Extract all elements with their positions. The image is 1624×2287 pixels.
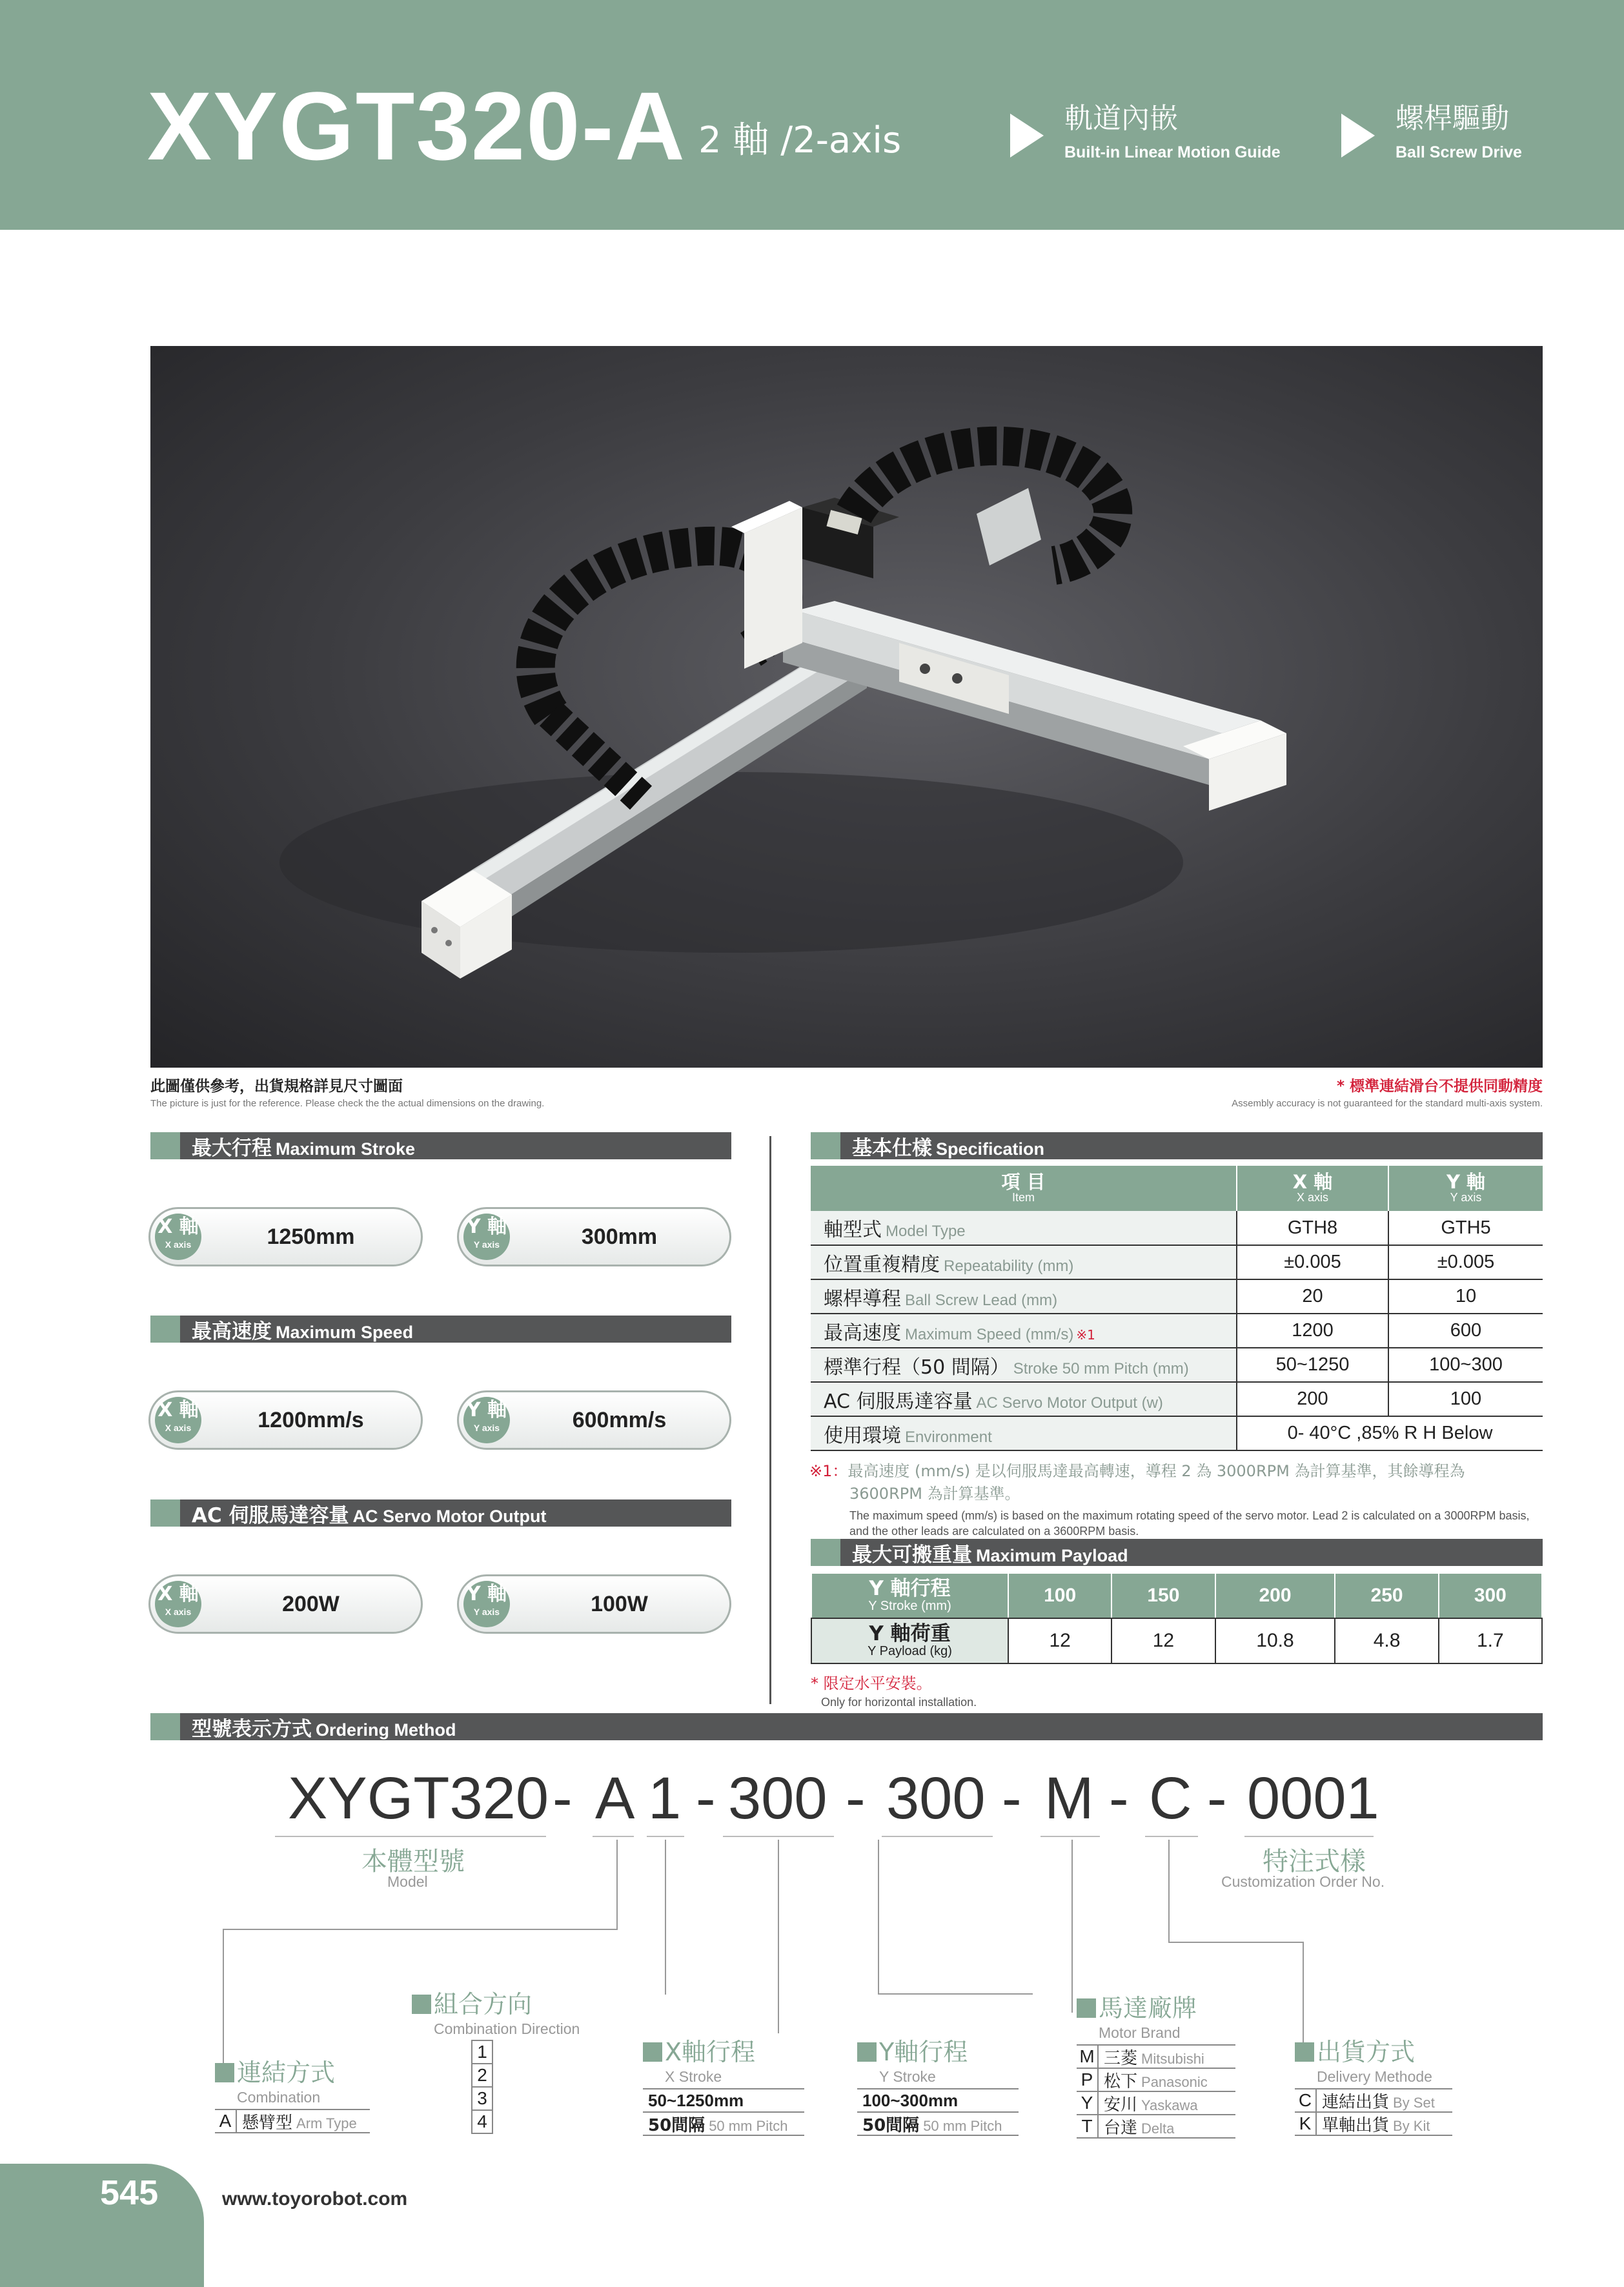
bullet-square-icon [1295, 2042, 1314, 2062]
list-item: 1 [472, 2041, 492, 2064]
spec-col-x: X 軸 X axis [1237, 1166, 1388, 1211]
table-row: 標準行程（50 間隔） Stroke 50 mm Pitch (mm) 50~1250 100~300 [811, 1348, 1543, 1382]
code-delivery: C [1149, 1765, 1192, 1831]
section-marker [150, 1316, 180, 1343]
code-dash: - [553, 1765, 573, 1831]
speed-x-value: 1200mm/s [258, 1408, 364, 1432]
code-dash: - [846, 1765, 866, 1831]
list-item: C 連結出貨 By Set [1295, 2089, 1452, 2113]
code-underline [723, 1836, 834, 1837]
bullet-square-icon [215, 2063, 234, 2082]
spec-header-row [811, 1166, 1543, 1211]
list-item: 2 [472, 2064, 492, 2088]
section-title-zh: 最高速度 [192, 1319, 272, 1343]
code-x-stroke: 300 [728, 1765, 827, 1831]
model-title: XYGT320-A [147, 72, 686, 180]
page-number: 545 [100, 2173, 159, 2212]
section-title-zh: 基本仕樣 [852, 1136, 932, 1160]
feature-title: 螺桿驅動 [1396, 102, 1509, 135]
section-servo [150, 1499, 731, 1527]
table-row: AC 伺服馬達容量 AC Servo Motor Output (w) 200 100 [811, 1382, 1543, 1416]
servo-y-pill [457, 1574, 731, 1634]
code-dash: - [696, 1765, 716, 1831]
feature-subtitle: Built-in Linear Motion Guide [1064, 143, 1281, 161]
feature-title: 軌道內嵌 [1064, 102, 1178, 135]
option-motor-brand: 馬達廠牌 Motor Brand M 三菱 Mitsubishi P 松下 Panasonic Y 安川 Yaskawa T 台達 Delta [1077, 1996, 1235, 2139]
connector-line [878, 1840, 879, 1995]
list-item: T 台達 Delta [1077, 2115, 1235, 2139]
y-axis-badge: Y 軸 Y axis [463, 1397, 510, 1443]
code-connection: A [595, 1765, 635, 1831]
connector-line [778, 1840, 779, 2033]
connector-line [665, 1840, 666, 1995]
code-underline [1040, 1836, 1100, 1837]
feature-subtitle: Ball Screw Drive [1396, 143, 1522, 161]
spec-col-y: Y 軸 Y axis [1388, 1166, 1543, 1211]
list-item: K 單軸出貨 By Kit [1295, 2113, 1452, 2136]
play-arrow-icon [1341, 114, 1375, 158]
code-underline [1244, 1836, 1374, 1837]
connector-line [223, 1929, 224, 2064]
section-title-en: AC Servo Motor Output [352, 1506, 547, 1526]
option-connection: 連結方式 Combination A 懸臂型 Arm Type [215, 2060, 370, 2133]
option-delivery: 出貨方式 Delivery Methode C 連結出貨 By Set K 單軸出貨 By Kit [1295, 2040, 1452, 2136]
caption-en: Assembly accuracy is not guaranteed for the standard multi-axis system. [1232, 1098, 1543, 1109]
servo-y-value: 100W [591, 1592, 648, 1616]
payload-load-row: Y 軸荷重 Y Payload (kg) 12 12 10.8 4.8 1.7 [811, 1618, 1542, 1663]
caption-en: The picture is just for the reference. Please check the the actual dimensions on the drawing. [150, 1098, 545, 1109]
code-dash: - [1002, 1765, 1022, 1831]
list-item: M 三菱 Mitsubishi [1077, 2046, 1235, 2069]
caption-zh: * 標準連結滑台不提供同動精度 [1336, 1078, 1543, 1095]
connector-line [1071, 1840, 1073, 1949]
model-subtitle: 2 軸 /2-axis [698, 119, 902, 161]
stroke-x-value: 1250mm [267, 1225, 355, 1249]
code-base: XYGT320 [288, 1765, 549, 1831]
section-title-zh: 最大可搬重量 [852, 1543, 972, 1567]
section-marker [811, 1539, 840, 1566]
custom-label-en: Customization Order No. [1221, 1873, 1385, 1890]
section-title-en: Specification [936, 1139, 1045, 1159]
product-illustration [150, 346, 1543, 1068]
code-underline [593, 1836, 634, 1837]
option-y-stroke: Y軸行程 Y Stroke 100~300mm 50間隔 50 mm Pitch [857, 2040, 1019, 2136]
table-row: 使用環境 Environment 0- 40°C ,85% R H Below [811, 1416, 1543, 1450]
column-divider [769, 1136, 771, 1704]
header-banner [0, 0, 1624, 230]
table-row: 螺桿導程 Ball Screw Lead (mm) 20 10 [811, 1279, 1543, 1314]
section-title-en: Maximum Payload [976, 1545, 1128, 1565]
option-direction: 組合方向 Combination Direction [412, 1992, 580, 2038]
section-title-zh: 型號表示方式 [192, 1717, 312, 1741]
stroke-y-value: 300mm [581, 1225, 658, 1249]
model-label-zh: 本體型號 [361, 1847, 465, 1876]
section-max-speed [150, 1316, 731, 1343]
section-marker [150, 1499, 180, 1527]
code-underline [882, 1836, 993, 1837]
list-item: 50間隔 50 mm Pitch [643, 2113, 804, 2136]
connector-line [1168, 1840, 1170, 1943]
connector-line [1071, 1948, 1073, 2013]
table-row: 軸型式 Model Type GTH8 GTH5 [811, 1211, 1543, 1245]
connector-line [878, 1993, 1033, 1995]
code-y-stroke: 300 [886, 1765, 986, 1831]
table-row: 最高速度 Maximum Speed (mm/s) ※1 1200 600 [811, 1314, 1543, 1348]
speed-x-pill [148, 1390, 423, 1450]
photo-caption-right [1232, 1074, 1543, 1109]
list-item: 50間隔 50 mm Pitch [857, 2113, 1019, 2136]
section-marker [150, 1132, 180, 1159]
x-axis-badge: X 軸 X axis [155, 1581, 201, 1627]
code-dash: - [1109, 1765, 1129, 1831]
y-axis-badge: Y 軸 Y axis [463, 1214, 510, 1260]
payload-note: * 限定水平安裝。 Only for horizontal installation. [811, 1674, 977, 1709]
section-payload [811, 1539, 1543, 1566]
bullet-square-icon [857, 2042, 877, 2062]
list-item: 50~1250mm [643, 2089, 804, 2113]
section-title-en: Maximum Speed [276, 1322, 414, 1342]
photo-caption-left [150, 1074, 544, 1109]
code-underline [647, 1836, 684, 1837]
list-item: Y 安川 Yaskawa [1077, 2092, 1235, 2115]
section-title-en: Maximum Stroke [276, 1139, 416, 1159]
bullet-square-icon [643, 2042, 662, 2062]
servo-x-pill [148, 1574, 423, 1634]
servo-x-value: 200W [282, 1592, 340, 1616]
section-title-zh: 最大行程 [192, 1136, 272, 1160]
code-underline [1145, 1836, 1198, 1837]
code-custom-no: 0001 [1247, 1765, 1379, 1831]
section-ordering [150, 1713, 1543, 1740]
connector-line [1168, 1942, 1304, 1943]
speed-y-value: 600mm/s [572, 1408, 667, 1432]
section-max-stroke [150, 1132, 731, 1159]
direction-number-list [471, 2040, 493, 2134]
code-dash: - [1207, 1765, 1227, 1831]
y-axis-badge: Y 軸 Y axis [463, 1581, 510, 1627]
connector-line [616, 1840, 618, 1930]
list-item: 3 [472, 2088, 492, 2111]
bullet-square-icon [1077, 1998, 1096, 2018]
stroke-x-pill [148, 1207, 423, 1266]
spec-footnote: ※1：最高速度 (mm/s) 是以伺服馬達最高轉速，導程 2 為 3000RPM 為計算基準，其餘導程為 3600RPM 為計算基準。 The maximum speed (mm/s) is based on the maximum rotating speed of the servo motor. Lead 2 is calculated on a 3000RPM basis, and the other leads are calculated on a 3600RPM basis. [809, 1462, 1530, 1538]
section-title-zh: AC 伺服馬達容量 [192, 1503, 349, 1527]
list-item: 100~300mm [857, 2089, 1019, 2113]
x-axis-badge: X 軸 X axis [155, 1214, 201, 1260]
list-item: 4 [472, 2111, 492, 2134]
website-link[interactable]: www.toyorobot.com [222, 2188, 408, 2210]
table-row: 位置重複精度 Repeatability (mm) ±0.005 ±0.005 [811, 1245, 1543, 1279]
option-x-stroke: X軸行程 X Stroke 50~1250mm 50間隔 50 mm Pitch [643, 2040, 804, 2136]
code-motor: M [1044, 1765, 1094, 1831]
stroke-y-pill [457, 1207, 731, 1266]
code-direction: 1 [648, 1765, 682, 1831]
section-marker [811, 1132, 840, 1159]
payload-stroke-row: Y 軸行程 Y Stroke (mm) 100 150 200 250 300 [811, 1573, 1542, 1618]
bullet-square-icon [412, 1995, 431, 2014]
caption-zh: 此圖僅供參考，出貨規格詳見尺寸圖面 [150, 1078, 403, 1095]
product-photo [150, 346, 1543, 1068]
spec-col-item: 項 目 Item [811, 1166, 1237, 1211]
payload-table [811, 1572, 1543, 1664]
x-axis-badge: X 軸 X axis [155, 1397, 201, 1443]
model-label-en: Model [387, 1873, 428, 1890]
speed-y-pill [457, 1390, 731, 1450]
spec-table [811, 1166, 1543, 1451]
connector-line [223, 1929, 618, 1930]
code-underline [275, 1836, 546, 1837]
list-item: A 懸臂型 Arm Type [215, 2110, 370, 2133]
section-spec [811, 1132, 1543, 1159]
play-arrow-icon [1010, 114, 1044, 158]
custom-label-zh: 特注式樣 [1263, 1847, 1366, 1876]
list-item: P 松下 Panasonic [1077, 2069, 1235, 2092]
section-marker [150, 1713, 180, 1740]
section-title-en: Ordering Method [316, 1720, 456, 1740]
connector-line [1303, 1942, 1304, 2045]
